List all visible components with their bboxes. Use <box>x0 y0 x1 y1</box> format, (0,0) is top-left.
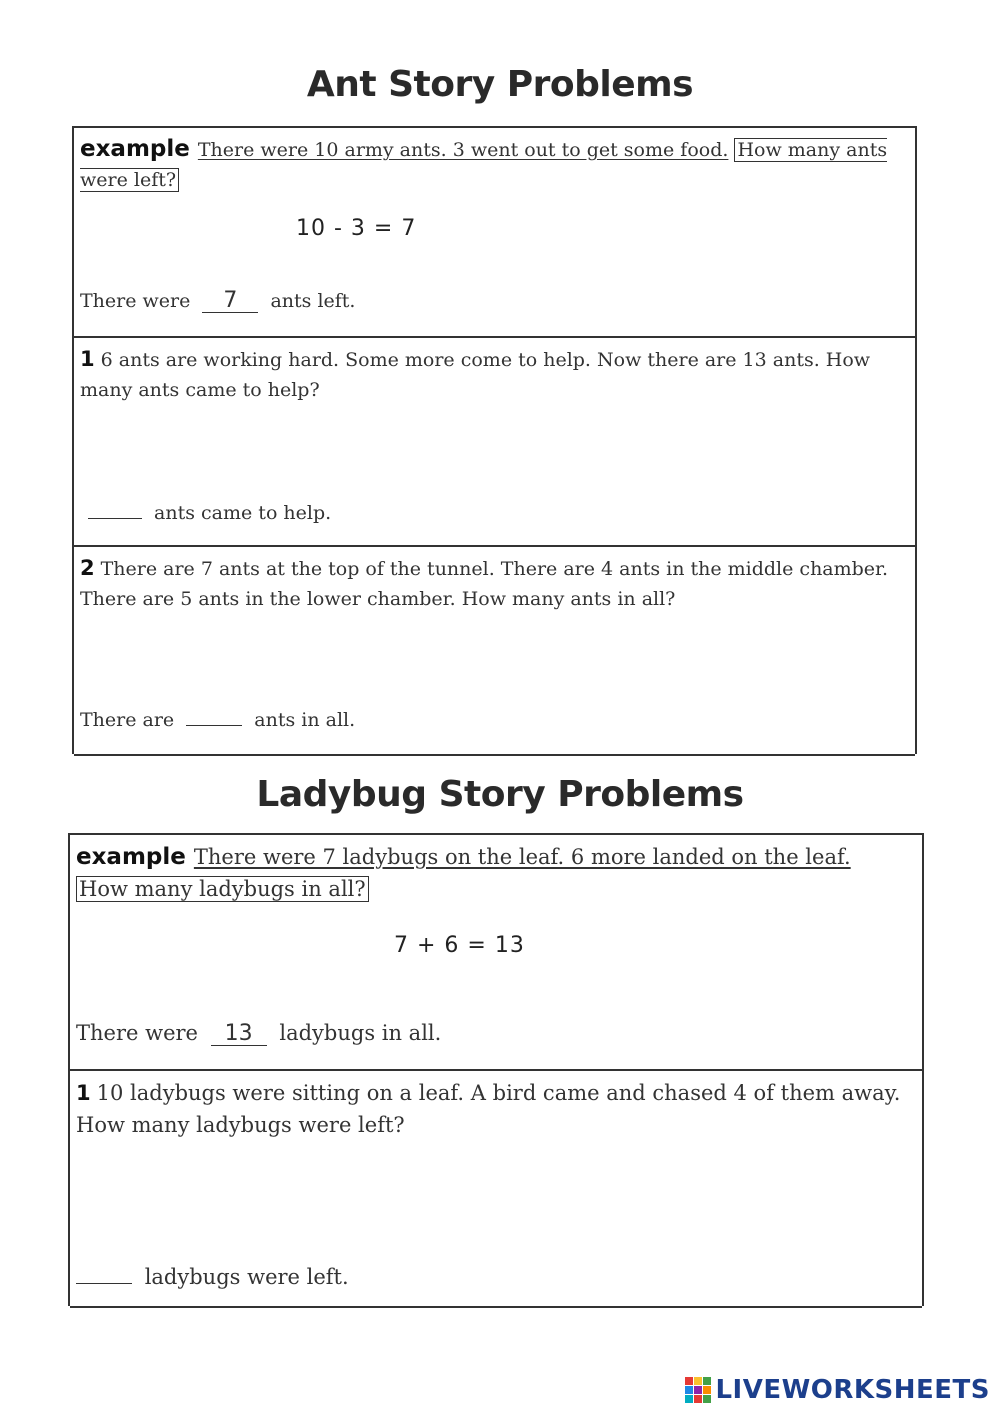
example-label: example <box>80 136 190 162</box>
ladybug-problems-box <box>68 833 924 1306</box>
ant-problem-2-answer <box>80 709 355 731</box>
problem-number: 1 <box>76 1081 91 1105</box>
answer-suffix: ants left. <box>270 290 356 312</box>
answer-blank-input[interactable] <box>88 518 142 519</box>
answer-prefix: There were <box>80 290 191 312</box>
ant-problems-box <box>72 126 917 754</box>
problem-text: 6 ants are working hard. Some more come to help. Now there are 13 ants. How many ants came to help? <box>80 349 871 401</box>
ladybug-example-cell <box>70 835 922 1071</box>
liveworksheets-footer[interactable] <box>685 1375 990 1405</box>
ant-example-equation: 10 - 3 = 7 <box>296 216 417 241</box>
example-boxed-question: How many ants were left? <box>80 139 888 191</box>
ant-example-answer <box>80 290 355 313</box>
example-statement: There were 10 army ants. 3 went out to get some food. <box>197 139 729 161</box>
answer-blank: 13 <box>211 1023 267 1046</box>
ladybug-section-title: Ladybug Story Problems <box>256 774 744 815</box>
ladybug-example-question <box>76 841 902 905</box>
answer-prefix: There are <box>80 709 175 731</box>
ant-problem-1-question <box>80 344 895 405</box>
answer-blank-input[interactable] <box>76 1283 132 1284</box>
answer-suffix: ants came to help. <box>154 502 332 524</box>
problem-text: There are 7 ants at the top of the tunnel. There are 4 ants in the middle chamber. There are 5 ants in the lower chamber. How many ants in all? <box>80 558 889 610</box>
liveworksheets-logo-icon <box>685 1377 711 1403</box>
problem-text: 10 ladybugs were sitting on a leaf. A bird came and chased 4 of them away. How many ladybugs were left? <box>76 1081 901 1137</box>
answer-suffix: ladybugs were left. <box>144 1265 349 1289</box>
ant-example-cell <box>74 128 915 338</box>
answer-prefix: There were <box>76 1021 198 1045</box>
example-label: example <box>76 844 186 870</box>
answer-suffix: ants in all. <box>254 709 356 731</box>
example-statement: There were 7 ladybugs on the leaf. 6 more landed on the leaf. <box>193 845 851 869</box>
example-boxed-question: How many ladybugs in all? <box>76 876 369 902</box>
ant-problem-1-cell <box>74 338 915 547</box>
ant-problem-2-cell <box>74 547 915 756</box>
answer-blank: 7 <box>202 290 258 313</box>
ladybug-example-equation: 7 + 6 = 13 <box>394 933 525 958</box>
ladybug-example-answer <box>76 1021 441 1046</box>
problem-number: 2 <box>80 556 95 580</box>
ladybug-problem-1-question <box>76 1077 902 1141</box>
ant-example-question <box>80 134 895 195</box>
ant-section-title: Ant Story Problems <box>306 64 694 105</box>
ant-problem-2-question <box>80 553 895 614</box>
brand-text: LIVEWORKSHEETS <box>715 1375 990 1405</box>
answer-suffix: ladybugs in all. <box>279 1021 442 1045</box>
ladybug-problem-1-cell <box>70 1071 922 1308</box>
answer-blank-input[interactable] <box>186 725 242 726</box>
ant-problem-1-answer <box>82 502 331 524</box>
problem-number: 1 <box>80 347 95 371</box>
ladybug-problem-1-answer <box>76 1265 349 1289</box>
